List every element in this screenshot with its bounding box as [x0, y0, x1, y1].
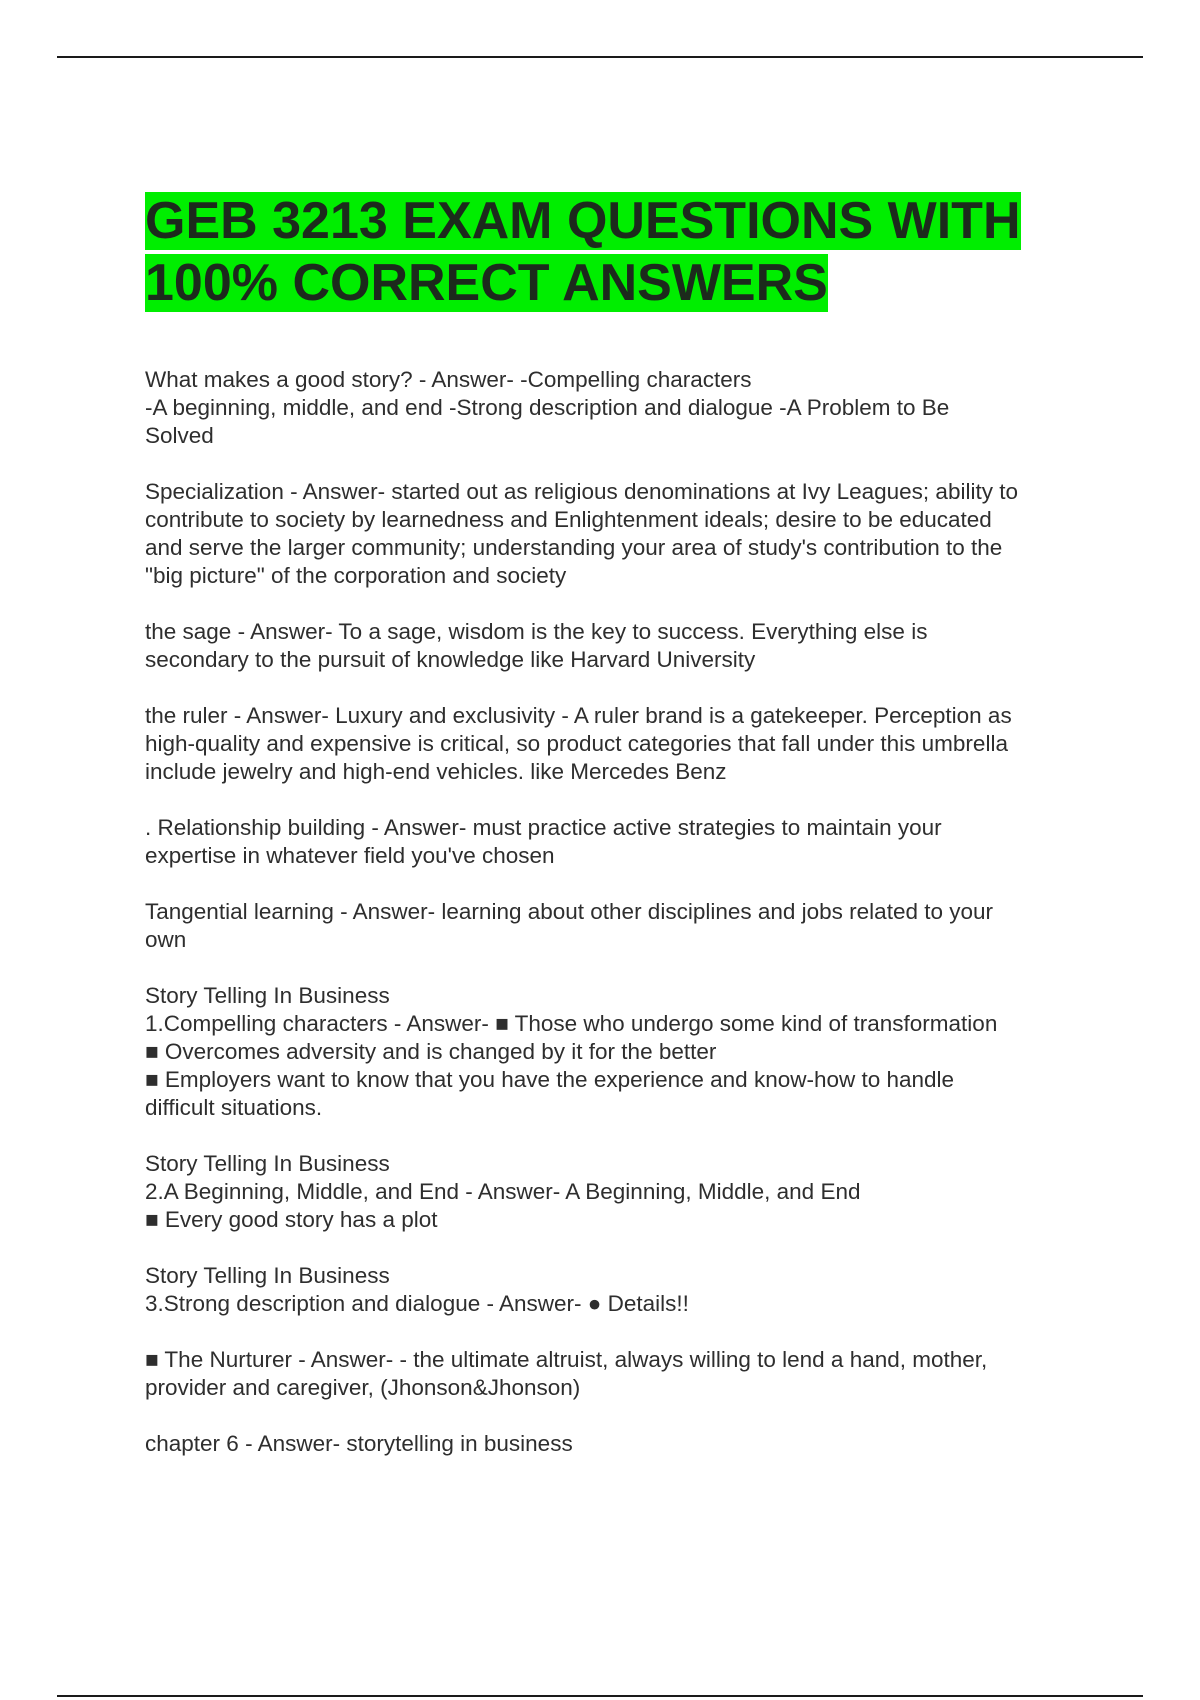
qa-entry: [145, 1430, 1105, 1458]
title-line-2: 100% CORRECT ANSWERS: [145, 254, 828, 312]
qa-line: include jewelry and high-end vehicles. like Mercedes Benz: [145, 759, 727, 784]
qa-entry: [145, 366, 1105, 450]
qa-line: 2.A Beginning, Middle, and End - Answer- A Beginning, Middle, and End: [145, 1179, 861, 1204]
qa-line: own: [145, 927, 187, 952]
qa-entry: [145, 1150, 1105, 1234]
qa-line: "big picture" of the corporation and society: [145, 563, 567, 588]
qa-entry: [145, 814, 1105, 870]
qa-line: What makes a good story? - Answer- -Compelling characters: [145, 367, 752, 392]
qa-line: Story Telling In Business: [145, 983, 390, 1008]
top-rule: [57, 56, 1143, 58]
qa-line: ■ Employers want to know that you have the experience and know-how to handle: [145, 1067, 955, 1092]
qa-entry: [145, 478, 1105, 590]
qa-line: 3.Strong description and dialogue - Answer- ● Details!!: [145, 1291, 689, 1316]
qa-line: and serve the larger community; understanding your area of study's contribution to the: [145, 535, 1003, 560]
qa-line: expertise in whatever field you've chosen: [145, 843, 555, 868]
qa-line: the sage - Answer- To a sage, wisdom is the key to success. Everything else is: [145, 619, 928, 644]
document-title: [145, 190, 1105, 314]
qa-line: ■ Overcomes adversity and is changed by it for the better: [145, 1039, 717, 1064]
bottom-rule: [57, 1695, 1143, 1697]
qa-line: ■ Every good story has a plot: [145, 1207, 438, 1232]
qa-line: high-quality and expensive is critical, so product categories that fall under this umbrella: [145, 731, 1008, 756]
qa-line: the ruler - Answer- Luxury and exclusivity - A ruler brand is a gatekeeper. Perception as: [145, 703, 1012, 728]
qa-line: difficult situations.: [145, 1095, 323, 1120]
document-body: [145, 190, 1105, 1486]
qa-line: chapter 6 - Answer- storytelling in business: [145, 1431, 573, 1456]
qa-line: contribute to society by learnedness and Enlightenment ideals; desire to be educated: [145, 507, 992, 532]
qa-line: secondary to the pursuit of knowledge like Harvard University: [145, 647, 756, 672]
qa-line: Specialization - Answer- started out as religious denominations at Ivy Leagues; ability to: [145, 479, 1018, 504]
qa-line: 1.Compelling characters - Answer- ■ Those who undergo some kind of transformation: [145, 1011, 998, 1036]
qa-line: Solved: [145, 423, 214, 448]
qa-list: [145, 366, 1105, 1458]
qa-entry: [145, 1262, 1105, 1318]
qa-line: Story Telling In Business: [145, 1151, 390, 1176]
qa-entry: [145, 702, 1105, 786]
title-line-1: GEB 3213 EXAM QUESTIONS WITH: [145, 192, 1021, 250]
qa-entry: [145, 898, 1105, 954]
qa-line: provider and caregiver, (Jhonson&Jhonson): [145, 1375, 581, 1400]
qa-line: . Relationship building - Answer- must practice active strategies to maintain your: [145, 815, 942, 840]
qa-entry: [145, 1346, 1105, 1402]
qa-line: Tangential learning - Answer- learning about other disciplines and jobs related to your: [145, 899, 994, 924]
qa-entry: [145, 618, 1105, 674]
qa-line: ■ The Nurturer - Answer- - the ultimate altruist, always willing to lend a hand, mother,: [145, 1347, 988, 1372]
qa-entry: [145, 982, 1105, 1122]
qa-line: Story Telling In Business: [145, 1263, 390, 1288]
qa-line: -A beginning, middle, and end -Strong description and dialogue -A Problem to Be: [145, 395, 950, 420]
